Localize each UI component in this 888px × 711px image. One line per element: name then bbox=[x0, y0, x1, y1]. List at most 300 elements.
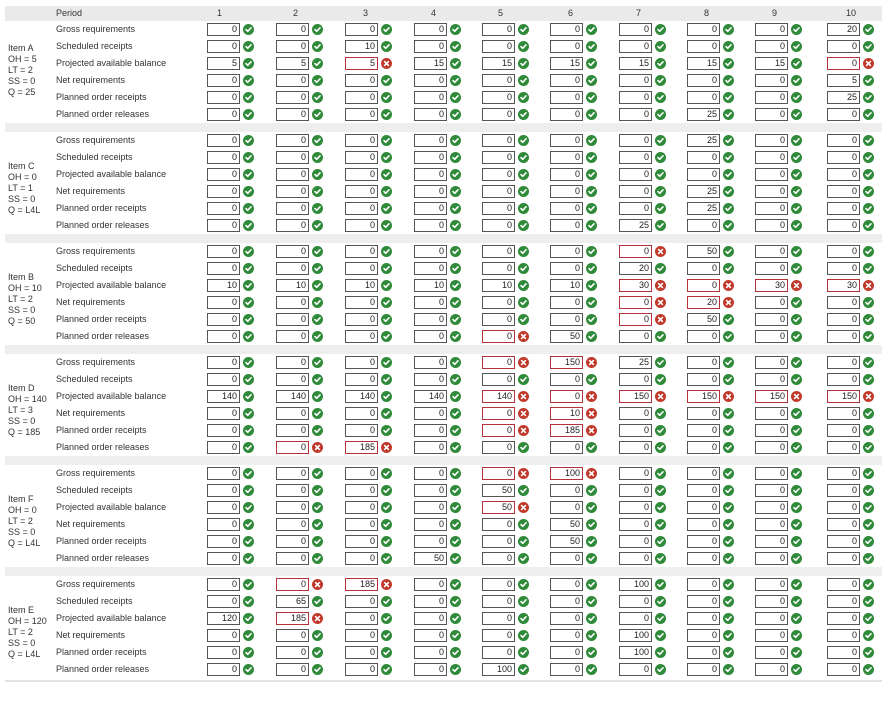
value-input[interactable]: 0 bbox=[414, 407, 447, 420]
value-input[interactable]: 0 bbox=[619, 168, 652, 181]
value-input[interactable]: 0 bbox=[550, 245, 583, 258]
value-input[interactable]: 0 bbox=[550, 262, 583, 275]
value-input[interactable]: 0 bbox=[276, 407, 309, 420]
value-input[interactable]: 0 bbox=[345, 108, 378, 121]
value-input[interactable]: 25 bbox=[687, 202, 720, 215]
value-input[interactable]: 15 bbox=[755, 57, 788, 70]
value-input[interactable]: 0 bbox=[276, 663, 309, 676]
value-input[interactable]: 15 bbox=[619, 57, 652, 70]
value-input[interactable]: 50 bbox=[414, 552, 447, 565]
value-input[interactable]: 0 bbox=[207, 313, 240, 326]
value-input[interactable]: 0 bbox=[414, 40, 447, 53]
value-input[interactable]: 0 bbox=[550, 501, 583, 514]
value-input[interactable]: 0 bbox=[827, 373, 860, 386]
value-input[interactable]: 50 bbox=[482, 484, 515, 497]
value-input[interactable]: 0 bbox=[414, 612, 447, 625]
value-input[interactable]: 5 bbox=[207, 57, 240, 70]
value-input[interactable]: 0 bbox=[414, 262, 447, 275]
value-input[interactable]: 0 bbox=[276, 578, 309, 591]
value-input[interactable]: 0 bbox=[414, 134, 447, 147]
value-input[interactable]: 0 bbox=[207, 330, 240, 343]
value-input[interactable]: 0 bbox=[482, 108, 515, 121]
value-input[interactable]: 0 bbox=[414, 484, 447, 497]
value-input[interactable]: 0 bbox=[687, 279, 720, 292]
value-input[interactable]: 50 bbox=[482, 501, 515, 514]
value-input[interactable]: 0 bbox=[687, 595, 720, 608]
value-input[interactable]: 100 bbox=[482, 663, 515, 676]
value-input[interactable]: 0 bbox=[414, 168, 447, 181]
value-input[interactable]: 0 bbox=[755, 441, 788, 454]
value-input[interactable]: 0 bbox=[414, 330, 447, 343]
value-input[interactable]: 0 bbox=[482, 552, 515, 565]
value-input[interactable]: 25 bbox=[687, 134, 720, 147]
value-input[interactable]: 10 bbox=[550, 407, 583, 420]
value-input[interactable]: 0 bbox=[687, 535, 720, 548]
value-input[interactable]: 0 bbox=[550, 202, 583, 215]
value-input[interactable]: 0 bbox=[550, 296, 583, 309]
value-input[interactable]: 0 bbox=[550, 151, 583, 164]
value-input[interactable]: 0 bbox=[827, 245, 860, 258]
value-input[interactable]: 0 bbox=[482, 40, 515, 53]
value-input[interactable]: 0 bbox=[827, 441, 860, 454]
value-input[interactable]: 0 bbox=[482, 629, 515, 642]
value-input[interactable]: 0 bbox=[755, 40, 788, 53]
value-input[interactable]: 0 bbox=[619, 441, 652, 454]
value-input[interactable]: 0 bbox=[345, 535, 378, 548]
value-input[interactable]: 0 bbox=[827, 168, 860, 181]
value-input[interactable]: 140 bbox=[207, 390, 240, 403]
value-input[interactable]: 0 bbox=[482, 74, 515, 87]
value-input[interactable]: 0 bbox=[755, 629, 788, 642]
value-input[interactable]: 0 bbox=[414, 646, 447, 659]
value-input[interactable]: 0 bbox=[755, 262, 788, 275]
value-input[interactable]: 0 bbox=[755, 501, 788, 514]
value-input[interactable]: 0 bbox=[687, 612, 720, 625]
value-input[interactable]: 0 bbox=[827, 57, 860, 70]
value-input[interactable]: 0 bbox=[619, 518, 652, 531]
value-input[interactable]: 0 bbox=[687, 663, 720, 676]
value-input[interactable]: 0 bbox=[276, 40, 309, 53]
value-input[interactable]: 0 bbox=[207, 108, 240, 121]
value-input[interactable]: 0 bbox=[619, 535, 652, 548]
value-input[interactable]: 0 bbox=[687, 441, 720, 454]
value-input[interactable]: 0 bbox=[414, 501, 447, 514]
value-input[interactable]: 0 bbox=[755, 595, 788, 608]
value-input[interactable]: 0 bbox=[755, 484, 788, 497]
value-input[interactable]: 0 bbox=[550, 108, 583, 121]
value-input[interactable]: 0 bbox=[619, 663, 652, 676]
value-input[interactable]: 10 bbox=[550, 279, 583, 292]
value-input[interactable]: 0 bbox=[276, 629, 309, 642]
value-input[interactable]: 0 bbox=[755, 108, 788, 121]
value-input[interactable]: 0 bbox=[482, 202, 515, 215]
value-input[interactable]: 0 bbox=[482, 467, 515, 480]
value-input[interactable]: 0 bbox=[345, 219, 378, 232]
value-input[interactable]: 0 bbox=[827, 501, 860, 514]
value-input[interactable]: 0 bbox=[414, 219, 447, 232]
value-input[interactable]: 0 bbox=[345, 134, 378, 147]
value-input[interactable]: 0 bbox=[345, 407, 378, 420]
value-input[interactable]: 0 bbox=[755, 518, 788, 531]
value-input[interactable]: 0 bbox=[276, 134, 309, 147]
value-input[interactable]: 0 bbox=[345, 185, 378, 198]
value-input[interactable]: 0 bbox=[345, 330, 378, 343]
value-input[interactable]: 0 bbox=[827, 262, 860, 275]
value-input[interactable]: 0 bbox=[276, 23, 309, 36]
value-input[interactable]: 0 bbox=[550, 629, 583, 642]
value-input[interactable]: 0 bbox=[550, 40, 583, 53]
value-input[interactable]: 0 bbox=[687, 74, 720, 87]
value-input[interactable]: 0 bbox=[276, 501, 309, 514]
value-input[interactable]: 0 bbox=[482, 91, 515, 104]
value-input[interactable]: 0 bbox=[345, 151, 378, 164]
value-input[interactable]: 0 bbox=[276, 185, 309, 198]
value-input[interactable]: 0 bbox=[414, 595, 447, 608]
value-input[interactable]: 0 bbox=[687, 407, 720, 420]
value-input[interactable]: 0 bbox=[755, 424, 788, 437]
value-input[interactable]: 0 bbox=[482, 424, 515, 437]
value-input[interactable]: 0 bbox=[550, 74, 583, 87]
value-input[interactable]: 10 bbox=[482, 279, 515, 292]
value-input[interactable]: 0 bbox=[207, 262, 240, 275]
value-input[interactable]: 0 bbox=[482, 578, 515, 591]
value-input[interactable]: 0 bbox=[207, 646, 240, 659]
value-input[interactable]: 0 bbox=[482, 356, 515, 369]
value-input[interactable]: 0 bbox=[755, 91, 788, 104]
value-input[interactable]: 0 bbox=[345, 202, 378, 215]
value-input[interactable]: 0 bbox=[755, 202, 788, 215]
value-input[interactable]: 0 bbox=[345, 612, 378, 625]
value-input[interactable]: 0 bbox=[276, 151, 309, 164]
value-input[interactable]: 0 bbox=[619, 595, 652, 608]
value-input[interactable]: 0 bbox=[482, 373, 515, 386]
value-input[interactable]: 0 bbox=[276, 535, 309, 548]
value-input[interactable]: 25 bbox=[687, 108, 720, 121]
value-input[interactable]: 0 bbox=[755, 578, 788, 591]
value-input[interactable]: 0 bbox=[276, 467, 309, 480]
value-input[interactable]: 0 bbox=[207, 552, 240, 565]
value-input[interactable]: 0 bbox=[827, 40, 860, 53]
value-input[interactable]: 0 bbox=[827, 646, 860, 659]
value-input[interactable]: 0 bbox=[550, 578, 583, 591]
value-input[interactable]: 0 bbox=[207, 91, 240, 104]
value-input[interactable]: 0 bbox=[827, 185, 860, 198]
value-input[interactable]: 0 bbox=[755, 74, 788, 87]
value-input[interactable]: 5 bbox=[827, 74, 860, 87]
value-input[interactable]: 0 bbox=[619, 23, 652, 36]
value-input[interactable]: 0 bbox=[276, 484, 309, 497]
value-input[interactable]: 10 bbox=[414, 279, 447, 292]
value-input[interactable]: 150 bbox=[755, 390, 788, 403]
value-input[interactable]: 0 bbox=[482, 296, 515, 309]
value-input[interactable]: 0 bbox=[619, 296, 652, 309]
value-input[interactable]: 0 bbox=[827, 296, 860, 309]
value-input[interactable]: 0 bbox=[482, 151, 515, 164]
value-input[interactable]: 0 bbox=[755, 23, 788, 36]
value-input[interactable]: 0 bbox=[755, 134, 788, 147]
value-input[interactable]: 0 bbox=[687, 552, 720, 565]
value-input[interactable]: 0 bbox=[414, 313, 447, 326]
value-input[interactable]: 150 bbox=[827, 390, 860, 403]
value-input[interactable]: 0 bbox=[345, 646, 378, 659]
value-input[interactable]: 15 bbox=[687, 57, 720, 70]
value-input[interactable]: 0 bbox=[755, 245, 788, 258]
value-input[interactable]: 0 bbox=[550, 373, 583, 386]
value-input[interactable]: 20 bbox=[619, 262, 652, 275]
value-input[interactable]: 0 bbox=[207, 578, 240, 591]
value-input[interactable]: 0 bbox=[414, 467, 447, 480]
value-input[interactable]: 0 bbox=[345, 296, 378, 309]
value-input[interactable]: 0 bbox=[207, 219, 240, 232]
value-input[interactable]: 0 bbox=[482, 535, 515, 548]
value-input[interactable]: 5 bbox=[345, 57, 378, 70]
value-input[interactable]: 0 bbox=[550, 313, 583, 326]
value-input[interactable]: 10 bbox=[207, 279, 240, 292]
value-input[interactable]: 0 bbox=[345, 424, 378, 437]
value-input[interactable]: 0 bbox=[276, 646, 309, 659]
value-input[interactable]: 0 bbox=[414, 108, 447, 121]
value-input[interactable]: 0 bbox=[414, 245, 447, 258]
value-input[interactable]: 20 bbox=[687, 296, 720, 309]
value-input[interactable]: 0 bbox=[345, 629, 378, 642]
value-input[interactable]: 0 bbox=[276, 91, 309, 104]
value-input[interactable]: 0 bbox=[482, 595, 515, 608]
value-input[interactable]: 0 bbox=[755, 612, 788, 625]
value-input[interactable]: 0 bbox=[687, 151, 720, 164]
value-input[interactable]: 25 bbox=[827, 91, 860, 104]
value-input[interactable]: 0 bbox=[550, 134, 583, 147]
value-input[interactable]: 0 bbox=[276, 330, 309, 343]
value-input[interactable]: 0 bbox=[414, 23, 447, 36]
value-input[interactable]: 140 bbox=[276, 390, 309, 403]
value-input[interactable]: 0 bbox=[207, 501, 240, 514]
value-input[interactable]: 150 bbox=[550, 356, 583, 369]
value-input[interactable]: 25 bbox=[619, 219, 652, 232]
value-input[interactable]: 0 bbox=[276, 262, 309, 275]
value-input[interactable]: 0 bbox=[345, 484, 378, 497]
value-input[interactable]: 50 bbox=[687, 245, 720, 258]
value-input[interactable]: 0 bbox=[414, 518, 447, 531]
value-input[interactable]: 0 bbox=[482, 441, 515, 454]
value-input[interactable]: 0 bbox=[619, 424, 652, 437]
value-input[interactable]: 0 bbox=[827, 467, 860, 480]
value-input[interactable]: 0 bbox=[276, 296, 309, 309]
value-input[interactable]: 0 bbox=[414, 296, 447, 309]
value-input[interactable]: 0 bbox=[827, 612, 860, 625]
value-input[interactable]: 15 bbox=[414, 57, 447, 70]
value-input[interactable]: 0 bbox=[345, 663, 378, 676]
value-input[interactable]: 0 bbox=[619, 202, 652, 215]
value-input[interactable]: 0 bbox=[414, 578, 447, 591]
value-input[interactable]: 0 bbox=[276, 219, 309, 232]
value-input[interactable]: 0 bbox=[414, 535, 447, 548]
value-input[interactable]: 0 bbox=[827, 663, 860, 676]
value-input[interactable]: 0 bbox=[827, 134, 860, 147]
value-input[interactable]: 10 bbox=[345, 40, 378, 53]
value-input[interactable]: 25 bbox=[619, 356, 652, 369]
value-input[interactable]: 0 bbox=[482, 262, 515, 275]
value-input[interactable]: 50 bbox=[687, 313, 720, 326]
value-input[interactable]: 0 bbox=[827, 330, 860, 343]
value-input[interactable]: 0 bbox=[827, 313, 860, 326]
value-input[interactable]: 0 bbox=[276, 552, 309, 565]
value-input[interactable]: 50 bbox=[550, 535, 583, 548]
value-input[interactable]: 0 bbox=[207, 373, 240, 386]
value-input[interactable]: 0 bbox=[207, 134, 240, 147]
value-input[interactable]: 0 bbox=[482, 646, 515, 659]
value-input[interactable]: 0 bbox=[550, 219, 583, 232]
value-input[interactable]: 0 bbox=[207, 629, 240, 642]
value-input[interactable]: 20 bbox=[827, 23, 860, 36]
value-input[interactable]: 50 bbox=[550, 330, 583, 343]
value-input[interactable]: 0 bbox=[207, 151, 240, 164]
value-input[interactable]: 0 bbox=[827, 535, 860, 548]
value-input[interactable]: 0 bbox=[755, 296, 788, 309]
value-input[interactable]: 0 bbox=[482, 134, 515, 147]
value-input[interactable]: 150 bbox=[619, 390, 652, 403]
value-input[interactable]: 15 bbox=[482, 57, 515, 70]
value-input[interactable]: 0 bbox=[345, 74, 378, 87]
value-input[interactable]: 0 bbox=[827, 552, 860, 565]
value-input[interactable]: 0 bbox=[482, 313, 515, 326]
value-input[interactable]: 0 bbox=[755, 467, 788, 480]
value-input[interactable]: 0 bbox=[276, 373, 309, 386]
value-input[interactable]: 0 bbox=[207, 185, 240, 198]
value-input[interactable]: 0 bbox=[482, 407, 515, 420]
value-input[interactable]: 0 bbox=[827, 407, 860, 420]
value-input[interactable]: 0 bbox=[345, 467, 378, 480]
value-input[interactable]: 0 bbox=[276, 245, 309, 258]
value-input[interactable]: 0 bbox=[482, 245, 515, 258]
value-input[interactable]: 0 bbox=[755, 552, 788, 565]
value-input[interactable]: 0 bbox=[207, 467, 240, 480]
value-input[interactable]: 0 bbox=[482, 23, 515, 36]
value-input[interactable]: 0 bbox=[345, 518, 378, 531]
value-input[interactable]: 0 bbox=[619, 40, 652, 53]
value-input[interactable]: 0 bbox=[619, 185, 652, 198]
value-input[interactable]: 0 bbox=[550, 595, 583, 608]
value-input[interactable]: 100 bbox=[619, 646, 652, 659]
value-input[interactable]: 0 bbox=[755, 219, 788, 232]
value-input[interactable]: 0 bbox=[550, 91, 583, 104]
value-input[interactable]: 0 bbox=[276, 108, 309, 121]
value-input[interactable]: 0 bbox=[550, 484, 583, 497]
value-input[interactable]: 0 bbox=[414, 185, 447, 198]
value-input[interactable]: 0 bbox=[482, 219, 515, 232]
value-input[interactable]: 0 bbox=[207, 245, 240, 258]
value-input[interactable]: 0 bbox=[687, 578, 720, 591]
value-input[interactable]: 0 bbox=[550, 390, 583, 403]
value-input[interactable]: 0 bbox=[345, 501, 378, 514]
value-input[interactable]: 0 bbox=[207, 424, 240, 437]
value-input[interactable]: 0 bbox=[550, 185, 583, 198]
value-input[interactable]: 0 bbox=[827, 424, 860, 437]
value-input[interactable]: 100 bbox=[619, 578, 652, 591]
value-input[interactable]: 0 bbox=[755, 373, 788, 386]
value-input[interactable]: 0 bbox=[414, 74, 447, 87]
value-input[interactable]: 0 bbox=[207, 484, 240, 497]
value-input[interactable]: 185 bbox=[345, 441, 378, 454]
value-input[interactable]: 0 bbox=[207, 74, 240, 87]
value-input[interactable]: 0 bbox=[827, 484, 860, 497]
value-input[interactable]: 140 bbox=[345, 390, 378, 403]
value-input[interactable]: 0 bbox=[755, 330, 788, 343]
value-input[interactable]: 0 bbox=[619, 612, 652, 625]
value-input[interactable]: 0 bbox=[276, 424, 309, 437]
value-input[interactable]: 0 bbox=[827, 578, 860, 591]
value-input[interactable]: 0 bbox=[619, 467, 652, 480]
value-input[interactable]: 0 bbox=[687, 330, 720, 343]
value-input[interactable]: 0 bbox=[345, 262, 378, 275]
value-input[interactable]: 0 bbox=[827, 151, 860, 164]
value-input[interactable]: 0 bbox=[827, 108, 860, 121]
value-input[interactable]: 0 bbox=[550, 663, 583, 676]
value-input[interactable]: 0 bbox=[687, 484, 720, 497]
value-input[interactable]: 0 bbox=[687, 646, 720, 659]
value-input[interactable]: 0 bbox=[345, 245, 378, 258]
value-input[interactable]: 0 bbox=[755, 535, 788, 548]
value-input[interactable]: 0 bbox=[619, 134, 652, 147]
value-input[interactable]: 0 bbox=[687, 91, 720, 104]
value-input[interactable]: 0 bbox=[687, 262, 720, 275]
value-input[interactable]: 0 bbox=[619, 330, 652, 343]
value-input[interactable]: 0 bbox=[345, 168, 378, 181]
value-input[interactable]: 0 bbox=[414, 373, 447, 386]
value-input[interactable]: 0 bbox=[414, 356, 447, 369]
value-input[interactable]: 0 bbox=[207, 202, 240, 215]
value-input[interactable]: 0 bbox=[827, 356, 860, 369]
value-input[interactable]: 100 bbox=[619, 629, 652, 642]
value-input[interactable]: 0 bbox=[207, 535, 240, 548]
value-input[interactable]: 50 bbox=[550, 518, 583, 531]
value-input[interactable]: 0 bbox=[414, 663, 447, 676]
value-input[interactable]: 0 bbox=[414, 441, 447, 454]
value-input[interactable]: 0 bbox=[550, 23, 583, 36]
value-input[interactable]: 0 bbox=[550, 646, 583, 659]
value-input[interactable]: 5 bbox=[276, 57, 309, 70]
value-input[interactable]: 140 bbox=[482, 390, 515, 403]
value-input[interactable]: 0 bbox=[619, 74, 652, 87]
value-input[interactable]: 0 bbox=[755, 151, 788, 164]
value-input[interactable]: 10 bbox=[276, 279, 309, 292]
value-input[interactable]: 0 bbox=[207, 296, 240, 309]
value-input[interactable]: 0 bbox=[207, 23, 240, 36]
value-input[interactable]: 0 bbox=[687, 629, 720, 642]
value-input[interactable]: 0 bbox=[550, 612, 583, 625]
value-input[interactable]: 0 bbox=[827, 202, 860, 215]
value-input[interactable]: 0 bbox=[207, 407, 240, 420]
value-input[interactable]: 0 bbox=[755, 663, 788, 676]
value-input[interactable]: 0 bbox=[619, 245, 652, 258]
value-input[interactable]: 0 bbox=[276, 356, 309, 369]
value-input[interactable]: 65 bbox=[276, 595, 309, 608]
value-input[interactable]: 30 bbox=[619, 279, 652, 292]
value-input[interactable]: 0 bbox=[482, 612, 515, 625]
value-input[interactable]: 0 bbox=[550, 168, 583, 181]
value-input[interactable]: 0 bbox=[207, 40, 240, 53]
value-input[interactable]: 0 bbox=[345, 356, 378, 369]
value-input[interactable]: 0 bbox=[827, 219, 860, 232]
value-input[interactable]: 0 bbox=[755, 185, 788, 198]
value-input[interactable]: 0 bbox=[827, 629, 860, 642]
value-input[interactable]: 0 bbox=[207, 663, 240, 676]
value-input[interactable]: 0 bbox=[207, 518, 240, 531]
value-input[interactable]: 120 bbox=[207, 612, 240, 625]
value-input[interactable]: 0 bbox=[619, 313, 652, 326]
value-input[interactable]: 0 bbox=[276, 74, 309, 87]
value-input[interactable]: 0 bbox=[345, 23, 378, 36]
value-input[interactable]: 0 bbox=[207, 168, 240, 181]
